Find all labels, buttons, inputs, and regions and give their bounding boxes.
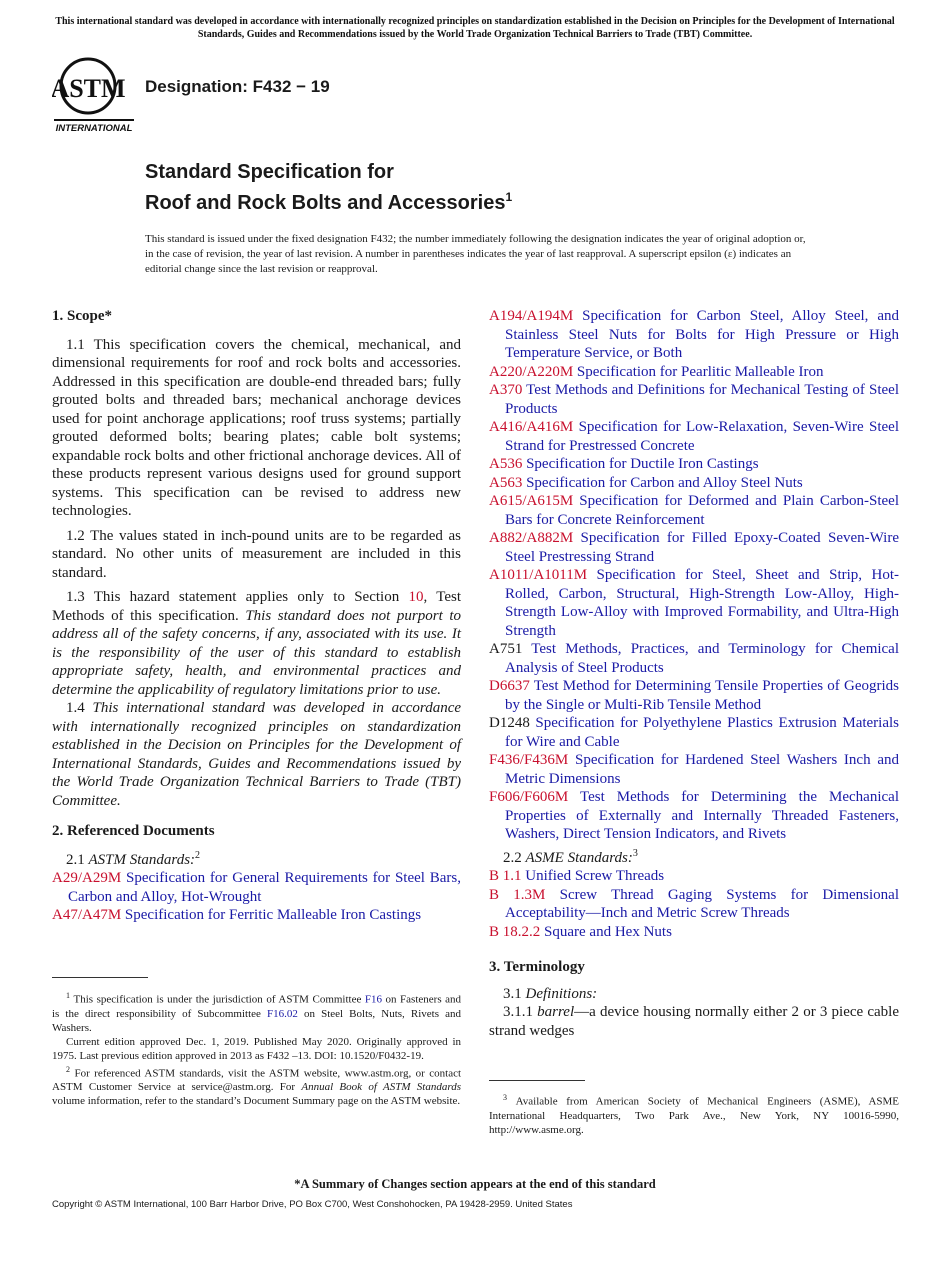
astm-logo <box>52 56 136 134</box>
reference-item <box>489 751 899 788</box>
scope-1-4: 1.4 This international standard was developed in accordance with internationally recognized principles on standardization established in the Decision on Principles for the Development of International Standards, Guides and Recommendations issued by the World Trade Organization Technical Barriers to Trade (TBT) Committee. <box>52 700 462 809</box>
footnote-2: $^2$ For referenced ASTM standards, visit the ASTM website, www.astm.org, or contact ASTM Customer Service at service@astm.org. For Annual Book of ASTM Standards volume information, refer to the standard’s Document Summary page on the ASTM website. <box>52 1064 462 1108</box>
reference-item <box>489 788 899 844</box>
asme-standards-label: 2.2 ASME Standards:$^3$ <box>503 847 638 866</box>
astm-standards-label: 2.1 ASTM Standards:$^2$ <box>66 849 201 868</box>
reference-item <box>489 714 899 751</box>
reference-code-link[interactable]: A29/A29M <box>52 870 122 886</box>
reference-title-link[interactable]: Specification for Ductile Iron Castings <box>526 456 759 472</box>
reference-title-link[interactable]: Specification for Filled Epoxy-Coated Seven-Wire Steel Prestressing Strand <box>505 530 900 565</box>
reference-title-link[interactable]: Specification for Steel, Sheet and Strip, Hot-Rolled, Carbon, Structural, High-Strength Low-Alloy, High-Strength Low-Alloy with Improved Formability, and Ultra-High Strength <box>505 567 899 639</box>
logo-text: INTERNATIONAL <box>55 123 133 134</box>
reference-code-link[interactable]: F436/F436M <box>489 752 569 768</box>
reference-code-link[interactable]: D6637 <box>489 678 530 694</box>
footnote-rule-right <box>489 1080 585 1081</box>
astm-reference-list-right <box>489 307 899 844</box>
subcommittee-f16-02-link[interactable]: F16.02 <box>267 1007 298 1020</box>
title-line-1: Standard Specification for <box>145 161 394 183</box>
left-column <box>52 307 461 925</box>
document-title <box>145 160 512 216</box>
reference-title-link[interactable]: Specification for Low-Relaxation, Seven-Wire Steel Strand for Prestressed Concrete <box>505 419 899 454</box>
reference-title-link[interactable]: Specification for Ferritic Malleable Iron Castings <box>124 907 422 923</box>
reference-code-link[interactable]: A370 <box>489 382 523 398</box>
reference-title-link[interactable]: Test Methods for Determining the Mechanical Properties of Externally and Internally Threaded Fasteners, Washers, Direct Tension Indicators, and Rivets <box>505 789 899 842</box>
referenced-documents-heading: 2. Referenced Documents <box>52 823 215 839</box>
scope-heading: 1. Scope* <box>52 308 112 324</box>
international-standard-notice: This international standard was developed in accordance with internationally recognized principles on standardization established in the Decision on Principles for the Development of International Standards, Guides and Recommendations issued by the World Trade Organization Technical Barriers to Trade (TBT) Committee. <box>55 16 895 40</box>
reference-item <box>489 867 899 886</box>
reference-code-link[interactable]: A563 <box>489 474 523 491</box>
reference-title-link[interactable]: Square and Hex Nuts <box>544 923 672 940</box>
reference-title-link[interactable]: Specification for Hardened Steel Washers Inch and Metric Dimensions <box>505 752 900 787</box>
footnote-3: $^3$ Available from American Society of Mechanical Engineers (ASME), ASME International Headquarters, Two Park Ave., New York, NY 10016-5990, http://www.asme.org. <box>489 1093 900 1136</box>
reference-title-link[interactable]: Test Methods, Practices, and Terminology for Chemical Analysis of Steel Products <box>505 641 900 676</box>
reference-item <box>489 363 899 382</box>
reference-title-link[interactable]: Specification for General Requirements for Steel Bars, Carbon and Alloy, Hot-Wrought <box>68 870 461 905</box>
section-10-link[interactable]: 10 <box>408 589 424 605</box>
astm-reference-list-left <box>52 869 461 925</box>
reference-code-link[interactable]: A220/A220M <box>489 363 574 380</box>
reference-code-link[interactable]: D1248 <box>489 715 530 731</box>
copyright: Copyright © ASTM International, 100 Barr Harbor Drive, PO Box C700, West Conshohocken, PA 19428-2959. United States <box>52 1199 573 1210</box>
reference-item <box>489 307 899 363</box>
reference-item <box>489 566 899 640</box>
terminology-heading: 3. Terminology <box>489 959 585 975</box>
reference-item <box>489 418 899 455</box>
reference-item <box>489 677 899 714</box>
reference-item <box>489 474 899 493</box>
reference-item <box>489 529 899 566</box>
reference-code-link[interactable]: A536 <box>489 456 523 472</box>
footnotes-right <box>489 1091 899 1137</box>
footnotes-left <box>52 989 461 1108</box>
reference-code-link[interactable]: B 1.1 <box>489 868 522 884</box>
reference-code-link[interactable]: A615/A615M <box>489 493 574 509</box>
reference-code-link[interactable]: F606/F606M <box>489 789 569 805</box>
reference-code-link[interactable]: A47/A47M <box>52 907 122 923</box>
reference-item <box>489 886 899 923</box>
reference-item <box>489 492 899 529</box>
reference-title-link[interactable]: Specification for Polyethylene Plastics Extrusion Materials for Wire and Cable <box>505 715 900 750</box>
title-footnote-mark: 1 <box>505 190 513 204</box>
reference-title-link[interactable]: Specification for Carbon Steel, Alloy Steel, and Stainless Steel Nuts for Bolts for High Pressure or High Temperature Service, or Both <box>505 308 899 361</box>
scope-1-1: 1.1 This specification covers the chemical, mechanical, and dimensional requirements for roof and rock bolts and accessories. Addressed in this specification are double-end threaded bars; fully grouted bolts and threaded bars; mechanical anchorage devices used for point anchorage applications; roof truss systems; partially grouted deformed bolts; bearing plates; cable bolt systems; expandable rock bolts and other frictional anchorage devices. All of these products represent various designs used for ground support systems. This specification can be revised to address new technologies. <box>52 336 461 519</box>
footnote-rule-left <box>52 977 148 978</box>
summary-of-changes-note: *A Summary of Changes section appears at the end of this standard <box>294 1177 656 1191</box>
reference-title-link[interactable]: Test Methods and Definitions for Mechanical Testing of Steel Products <box>505 382 899 417</box>
footnote-1-edition: Current edition approved Dec. 1, 2019. Published May 2020. Originally approved in 1975. Last previous edition approved in 2013 as F432 –13. DOI: 10.1520/F0432-19. <box>52 1035 461 1062</box>
reference-code-link[interactable]: A1011/A1011M <box>489 567 588 583</box>
reference-code-link[interactable]: A416/A416M <box>489 419 574 435</box>
reference-code-link[interactable]: B 1.3M <box>489 886 546 903</box>
reference-title-link[interactable]: Specification for Deformed and Plain Carbon-Steel Bars for Concrete Reinforcement <box>505 493 899 528</box>
title-line-2: Roof and Rock Bolts and Accessories$^1$ <box>145 190 513 214</box>
designation: Designation: F432 − 19 <box>145 77 330 96</box>
right-column <box>489 307 899 1040</box>
terminology-3-1-1: 3.1.1 barrel—a device housing normally either 2 or 3 piece cable strand wedges <box>489 1004 899 1039</box>
reference-title-link[interactable]: Specification for Pearlitic Malleable Iron <box>576 363 824 380</box>
scope-1-3: 1.3 This hazard statement applies only to Section 10, Test Methods of this specification. This standard does not purport to address all of the safety concerns, if any, associated with its use. It is the responsibility of the user of this standard to establish appropriate safety, health, and environmental practices and determine the applicability of regulatory limitations prior to use. <box>52 589 461 698</box>
committee-f16-link[interactable]: F16 <box>364 993 383 1006</box>
reference-code-link[interactable]: A751 <box>489 641 523 657</box>
scope-1-2: 1.2 The values stated in inch-pound units are to be regarded as standard. No other units of measurement are included in this standard. <box>52 527 461 581</box>
footnote-1: $^1$ This specification is under the jurisdiction of ASTM Committee F16 on Fasteners and is the direct responsibility of Subcommittee F16.02 on Steel Bolts, Nuts, Rivets and Washers. <box>52 991 462 1034</box>
reference-item <box>489 640 899 677</box>
reference-title-link[interactable]: Screw Thread Gaging Systems for Dimensional Acceptability—Inch and Metric Screw Threads <box>505 886 900 921</box>
reference-title-link[interactable]: Specification for Carbon and Alloy Steel Nuts <box>526 474 803 491</box>
reference-title-link[interactable]: Test Method for Determining Tensile Properties of Geogrids by the Single or Multi-Rib Tensile Method <box>505 678 899 713</box>
reference-item <box>489 455 899 474</box>
logo-letters: ASTM <box>52 74 126 103</box>
terminology-3-1: 3.1 Definitions: <box>503 985 598 1002</box>
standard-issue-note: This standard is issued under the fixed designation F432; the number immediately following the designation indicates the year of original adoption or, in the case of revision, the year of last revision. A number in parentheses indicates the year of last reapproval. A superscript epsilon (ε) indicates an editorial change since the last revision or reapproval. <box>145 233 806 275</box>
asme-reference-list <box>489 867 899 941</box>
reference-item <box>52 869 461 906</box>
reference-item <box>52 906 461 925</box>
reference-code-link[interactable]: A194/A194M <box>489 308 574 324</box>
reference-title-link[interactable]: Unified Screw Threads <box>525 868 665 884</box>
reference-item <box>489 381 899 418</box>
reference-item <box>489 923 899 942</box>
reference-code-link[interactable]: A882/A882M <box>489 530 574 546</box>
reference-code-link[interactable]: B 18.2.2 <box>489 923 541 940</box>
